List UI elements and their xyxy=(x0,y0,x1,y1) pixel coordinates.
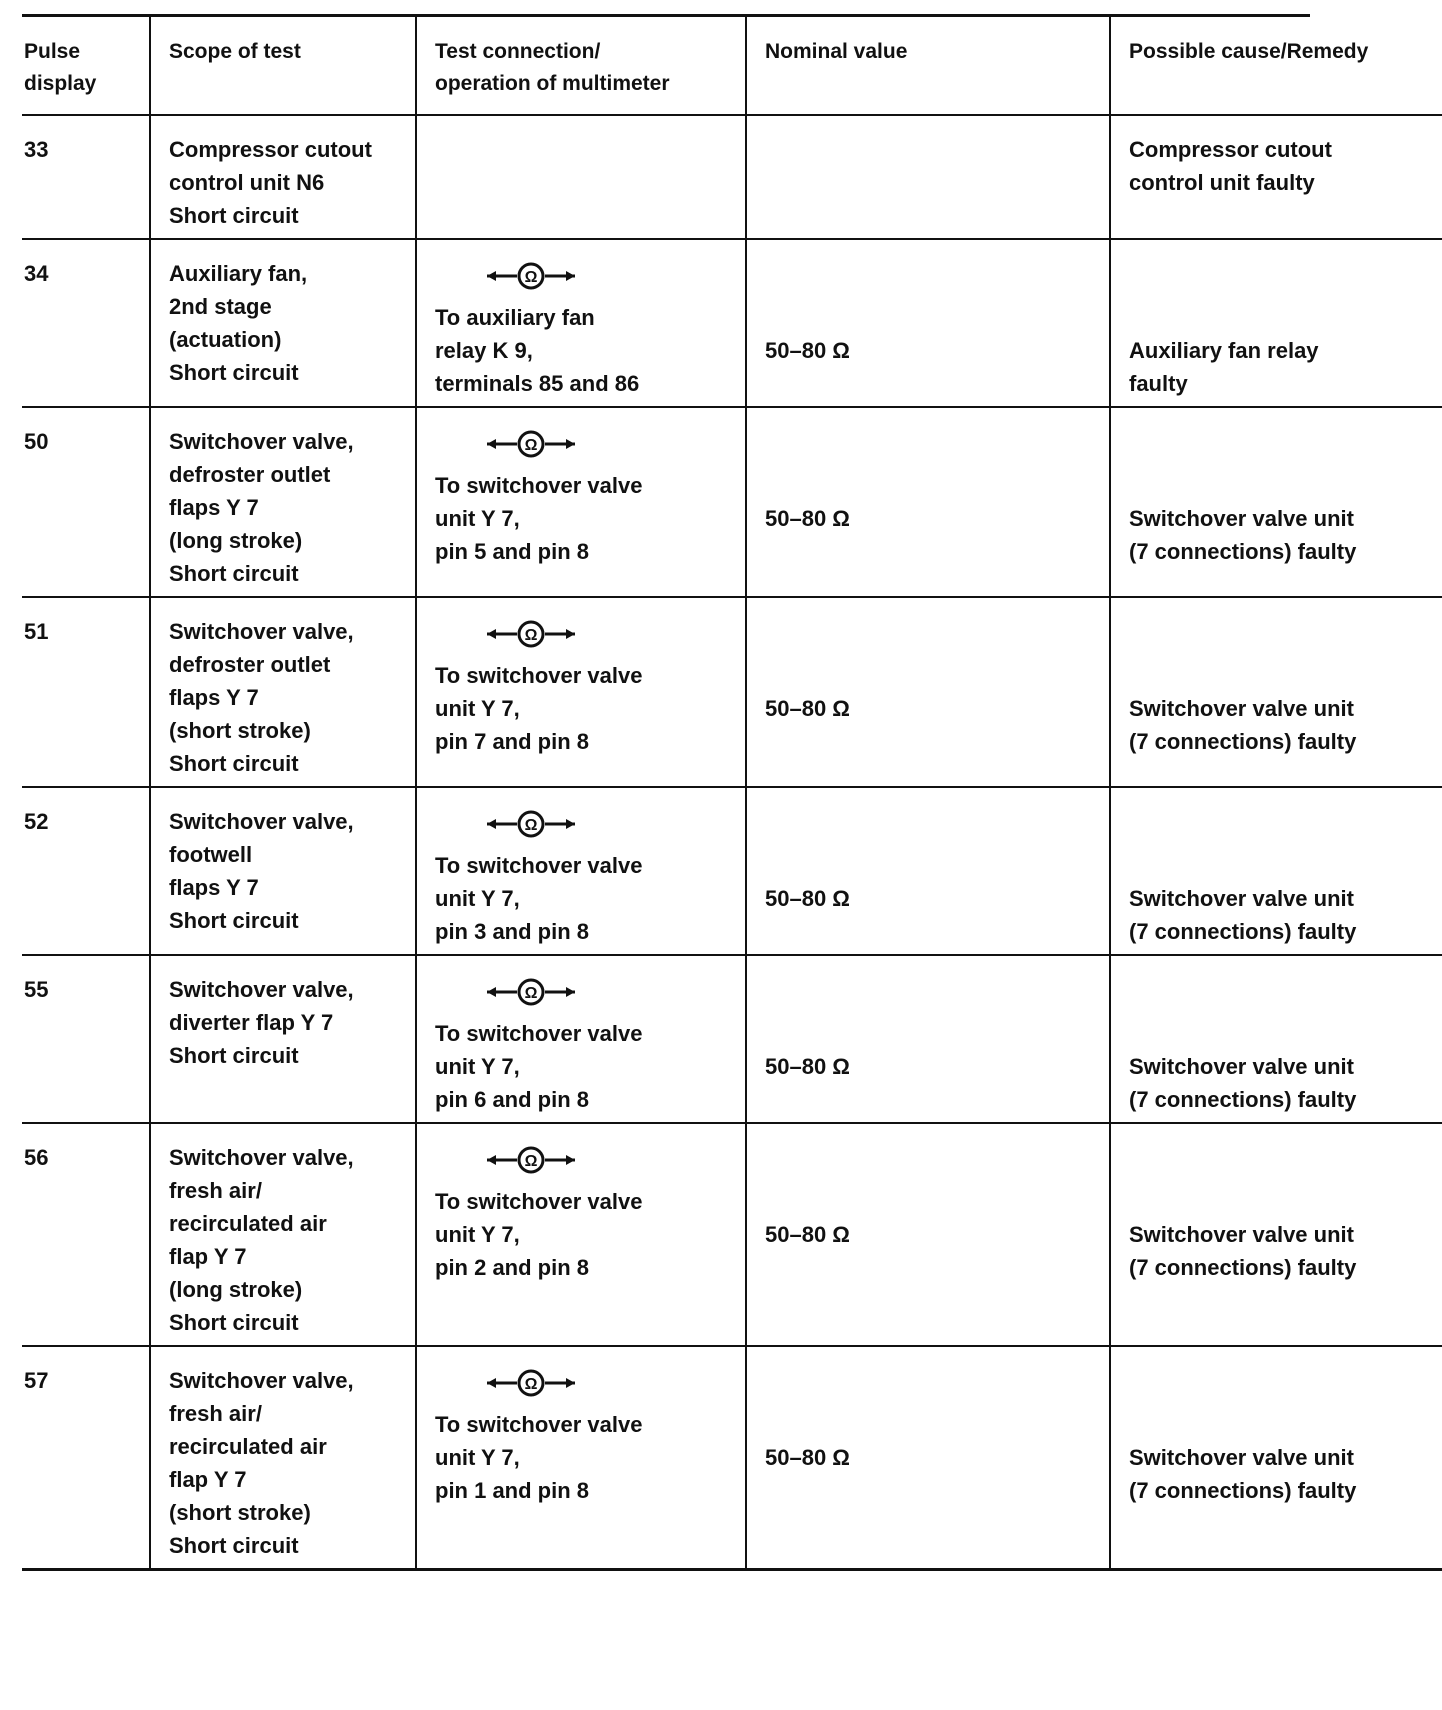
cause-line: (7 connections) faulty xyxy=(1129,539,1357,564)
test-connection-cell xyxy=(416,1346,746,1570)
scope-line: Switchover valve, xyxy=(169,977,354,1002)
connection-line: To switchover valve xyxy=(435,1021,643,1046)
scope-line: Auxiliary fan, xyxy=(169,261,308,286)
possible-cause-cell xyxy=(1110,955,1442,1123)
header-pulse-line2: display xyxy=(24,72,97,95)
nominal-value: 50–80 Ω xyxy=(765,1054,850,1079)
cause-line: Switchover valve unit xyxy=(1129,1445,1354,1470)
svg-text:Ω: Ω xyxy=(524,1153,538,1170)
possible-cause-cell xyxy=(1110,115,1442,239)
connection-line: To switchover valve xyxy=(435,473,643,498)
possible-cause-cell xyxy=(1110,787,1442,955)
connection-line: relay K 9, xyxy=(435,338,533,363)
scope-line: 2nd stage xyxy=(169,294,272,319)
nominal-value-cell xyxy=(746,1346,1110,1570)
header-connection-line2: operation of multimeter xyxy=(435,72,670,95)
connection-line: To switchover valve xyxy=(435,1189,643,1214)
table-row xyxy=(22,115,1442,239)
connection-line: terminals 85 and 86 xyxy=(435,371,640,396)
pulse-display-cell: 34 xyxy=(24,261,49,286)
cause-line: Switchover valve unit xyxy=(1129,1054,1354,1079)
cause-line: faulty xyxy=(1129,371,1188,396)
cause-line: Switchover valve unit xyxy=(1129,1222,1354,1247)
cause-line: Switchover valve unit xyxy=(1129,886,1354,911)
test-connection-cell xyxy=(416,597,746,787)
pulse-display-cell: 50 xyxy=(24,429,49,454)
scope-of-test-cell xyxy=(150,787,416,955)
connection-line: To switchover valve xyxy=(435,663,643,688)
possible-cause-cell xyxy=(1110,239,1442,407)
possible-cause-cell xyxy=(1110,597,1442,787)
connection-line: pin 2 and pin 8 xyxy=(435,1255,590,1280)
test-connection-cell xyxy=(416,407,746,597)
scope-of-test-cell xyxy=(150,955,416,1123)
scope-of-test-cell xyxy=(150,115,416,239)
nominal-value: 50–80 Ω xyxy=(765,1222,850,1247)
scope-line: control unit N6 xyxy=(169,170,325,195)
scope-line: flaps Y 7 xyxy=(169,495,259,520)
connection-line: unit Y 7, xyxy=(435,1445,520,1470)
table-row xyxy=(22,597,1442,787)
nominal-value-cell xyxy=(746,787,1110,955)
pulse-display-cell: 56 xyxy=(24,1145,49,1170)
connection-line: pin 7 and pin 8 xyxy=(435,729,590,754)
svg-text:Ω: Ω xyxy=(524,269,538,286)
connection-line: unit Y 7, xyxy=(435,696,520,721)
cause-line: Switchover valve unit xyxy=(1129,506,1354,531)
test-connection-cell xyxy=(416,115,746,239)
scope-of-test-cell xyxy=(150,1123,416,1346)
nominal-value-cell xyxy=(746,1123,1110,1346)
connection-line: pin 5 and pin 8 xyxy=(435,539,590,564)
nominal-value: 50–80 Ω xyxy=(765,886,850,911)
table-row xyxy=(22,787,1442,955)
scope-line: fresh air/ xyxy=(169,1178,262,1203)
scope-line: Switchover valve, xyxy=(169,809,354,834)
connection-line: unit Y 7, xyxy=(435,506,520,531)
scope-line: Short circuit xyxy=(169,1310,299,1335)
connection-line: unit Y 7, xyxy=(435,1054,520,1079)
connection-line: unit Y 7, xyxy=(435,1222,520,1247)
header-pulse-line1: Pulse xyxy=(24,40,81,63)
ohmmeter-icon xyxy=(483,977,735,1007)
test-connection-cell xyxy=(416,787,746,955)
nominal-value: 50–80 Ω xyxy=(765,696,850,721)
test-connection-cell xyxy=(416,1123,746,1346)
scope-line: flap Y 7 xyxy=(169,1467,247,1492)
ohmmeter-icon xyxy=(483,429,735,459)
scope-line: Switchover valve, xyxy=(169,619,354,644)
possible-cause-cell xyxy=(1110,407,1442,597)
table-row xyxy=(22,1346,1442,1570)
test-table xyxy=(22,17,1442,1571)
svg-text:Ω: Ω xyxy=(524,985,538,1002)
cause-line: (7 connections) faulty xyxy=(1129,729,1357,754)
connection-line: pin 6 and pin 8 xyxy=(435,1087,590,1112)
pulse-display-cell: 55 xyxy=(24,977,49,1002)
test-connection-cell xyxy=(416,239,746,407)
scope-line: diverter flap Y 7 xyxy=(169,1010,334,1035)
scope-of-test-cell xyxy=(150,407,416,597)
scope-line: footwell xyxy=(169,842,253,867)
possible-cause-cell xyxy=(1110,1346,1442,1570)
ohmmeter-icon xyxy=(483,1145,735,1175)
scope-of-test-cell xyxy=(150,1346,416,1570)
table-row xyxy=(22,955,1442,1123)
scope-line: (long stroke) xyxy=(169,528,303,553)
pulse-display-cell: 33 xyxy=(24,137,49,162)
cause-line: (7 connections) faulty xyxy=(1129,1255,1357,1280)
scope-line: Short circuit xyxy=(169,1533,299,1558)
table-row xyxy=(22,239,1442,407)
nominal-value-cell xyxy=(746,115,1110,239)
cause-line: Auxiliary fan relay xyxy=(1129,338,1319,363)
scope-of-test-cell xyxy=(150,597,416,787)
connection-line: To switchover valve xyxy=(435,1412,643,1437)
cause-line: (7 connections) faulty xyxy=(1129,1478,1357,1503)
scope-line: defroster outlet xyxy=(169,652,331,677)
scope-line: (short stroke) xyxy=(169,718,311,743)
nominal-value-cell xyxy=(746,407,1110,597)
ohmmeter-icon xyxy=(483,619,735,649)
connection-line: unit Y 7, xyxy=(435,886,520,911)
ohmmeter-icon xyxy=(483,261,735,291)
table-row xyxy=(22,1123,1442,1346)
scope-line: (actuation) xyxy=(169,327,282,352)
header-possible-cause: Possible cause/Remedy xyxy=(1110,17,1442,115)
scope-line: flaps Y 7 xyxy=(169,685,259,710)
nominal-value: 50–80 Ω xyxy=(765,338,850,363)
nominal-value: 50–80 Ω xyxy=(765,506,850,531)
connection-line: pin 3 and pin 8 xyxy=(435,919,590,944)
ohmmeter-icon xyxy=(483,809,735,839)
scope-line: Short circuit xyxy=(169,1043,299,1068)
table-header-row xyxy=(22,17,1442,115)
scope-line: Short circuit xyxy=(169,751,299,776)
test-connection-cell xyxy=(416,955,746,1123)
scope-line: Compressor cutout xyxy=(169,137,372,162)
header-connection-line1: Test connection/ xyxy=(435,40,601,63)
scope-line: defroster outlet xyxy=(169,462,331,487)
scope-line: flap Y 7 xyxy=(169,1244,247,1269)
header-nominal-value: Nominal value xyxy=(746,17,1110,115)
scope-line: flaps Y 7 xyxy=(169,875,259,900)
table-row xyxy=(22,407,1442,597)
scope-of-test-cell xyxy=(150,239,416,407)
header-scope: Scope of test xyxy=(150,17,416,115)
scope-line: Short circuit xyxy=(169,360,299,385)
scope-line: Short circuit xyxy=(169,203,299,228)
scope-line: Switchover valve, xyxy=(169,1368,354,1393)
cause-line: Switchover valve unit xyxy=(1129,696,1354,721)
table-body xyxy=(22,115,1442,1570)
scope-line: Short circuit xyxy=(169,561,299,586)
cause-line: (7 connections) faulty xyxy=(1129,919,1357,944)
pulse-display-cell: 52 xyxy=(24,809,49,834)
cause-line: (7 connections) faulty xyxy=(1129,1087,1357,1112)
possible-cause-cell xyxy=(1110,1123,1442,1346)
header-connection xyxy=(416,17,746,115)
scope-line: recirculated air xyxy=(169,1211,327,1236)
scope-line: (long stroke) xyxy=(169,1277,303,1302)
nominal-value-cell xyxy=(746,955,1110,1123)
header-pulse-display xyxy=(22,17,150,115)
scope-line: recirculated air xyxy=(169,1434,327,1459)
svg-text:Ω: Ω xyxy=(524,817,538,834)
nominal-value: 50–80 Ω xyxy=(765,1445,850,1470)
svg-text:Ω: Ω xyxy=(524,1376,538,1393)
nominal-value-cell xyxy=(746,239,1110,407)
pulse-display-cell: 57 xyxy=(24,1368,49,1393)
cause-line: control unit faulty xyxy=(1129,170,1315,195)
ohmmeter-icon xyxy=(483,1368,735,1398)
pulse-display-cell: 51 xyxy=(24,619,49,644)
scope-line: Switchover valve, xyxy=(169,429,354,454)
connection-line: To switchover valve xyxy=(435,853,643,878)
connection-line: pin 1 and pin 8 xyxy=(435,1478,590,1503)
connection-line: To auxiliary fan xyxy=(435,305,595,330)
svg-text:Ω: Ω xyxy=(524,627,538,644)
scope-line: Switchover valve, xyxy=(169,1145,354,1170)
scope-line: Short circuit xyxy=(169,908,299,933)
cause-line: Compressor cutout xyxy=(1129,137,1332,162)
nominal-value-cell xyxy=(746,597,1110,787)
scope-line: (short stroke) xyxy=(169,1500,311,1525)
scope-line: fresh air/ xyxy=(169,1401,262,1426)
svg-text:Ω: Ω xyxy=(524,437,538,454)
